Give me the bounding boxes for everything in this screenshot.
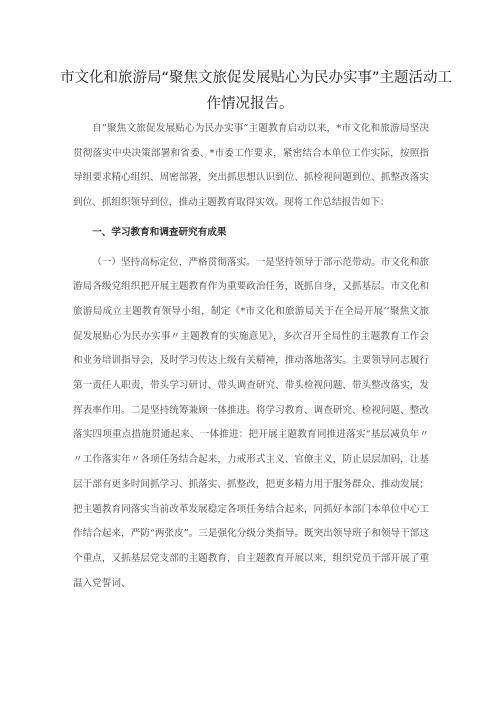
intro-paragraph: 自”聚焦文旅促发展贴心为民办实事”主题教育启动以来，*市文化和旅游局坚决贯彻落实中央决策部署和省委、*市委工作要求，紧密结合本单位工作实际，按照指导组要求精心组织、周密部署，突出抓思想认识到位、抓检视问题到位、抓整改落实到位、抓组织领导到位，推动主题教育取得实效。现将工作总结报告如下：	[73, 123, 429, 209]
section-1-paragraph-1: （一）坚持高标定位，严格贯彻落实。一是坚持领导于部示范带动。市文化和旅游局各级党组织把开展主题教育作为重要政治任务，既抓自身，又抓基层。市文化和旅游局成立主题教育领导小组，制定《*市文化和旅游局关于在全局开展’’聚焦文旅促发展贴心为民办实事〃主题教育的实施意见》，多次召开全局性的主题教育工作会和业务培训指导会，及时学习传达上级有关精神，推动落地落实。主要领导同志履行第一责任人职责，带头学习研讨、带头调查研究、带头检视问题、带头整改落实，发挥表率作用。二是坚持统筹兼顾一体推进。将学习教育、调查研究、检视问题、整改落实四项重点措施贯通起来、一体推进：把开展主题教育同推进落实“基层减负年〃〃工作落实年〃各项任务结合起来，力戒形式主义、官僚主义，防止层层加码，让基层干部有更多时间抓学习、抓落实、抓整改，把更多精力用于服务群众、推动发展；把主题教育同落实当前改革发展稳定各项任务结合起来，同抓好本部门本单位中心工作结合起来，严防“两张皮”。三是强化分级分类指导。既突出领导班子和领导干部这个重点，又抓基层党支部的主题教育，自主题教育开展以来，组织党员干部开展了重温入党誓词、	[73, 256, 429, 589]
document-body	[73, 117, 429, 596]
document-title-line-2: 作情况报告。	[206, 96, 294, 112]
document-title-line-1: 市文化和旅游局“聚焦文旅促发展贴心为民办实事”主题活动工	[60, 70, 453, 86]
section-1-heading: 一、学习教育和调查研究有成果	[92, 226, 227, 238]
